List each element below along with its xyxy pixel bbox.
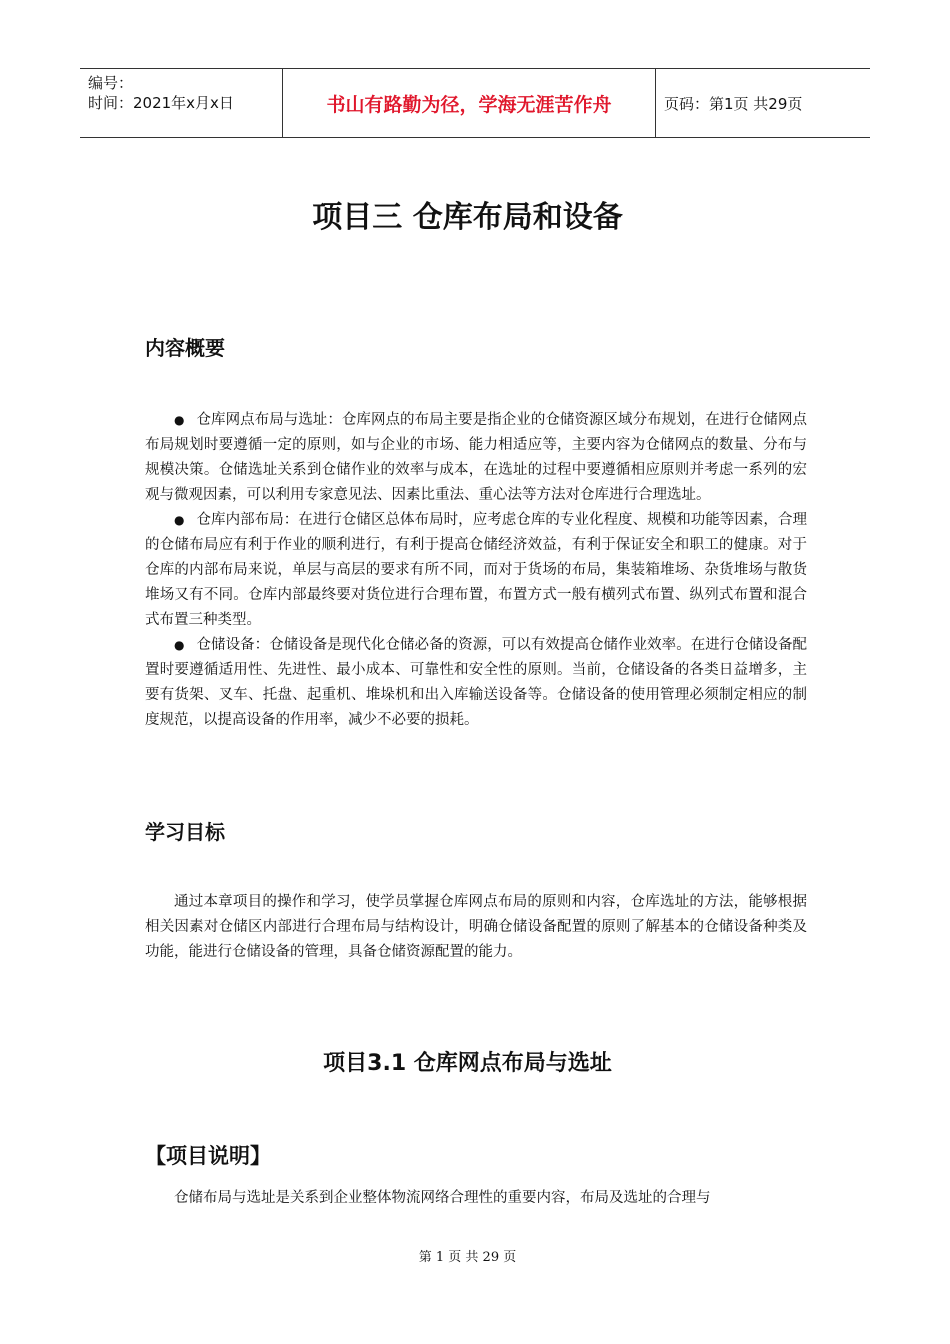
bullet-icon: ●: [174, 513, 185, 527]
section-intro-block: [145, 1186, 807, 1211]
bullet-icon: ●: [174, 413, 185, 427]
objectives-text: 通过本章项目的操作和学习，使学员掌握仓库网点布局的原则和内容，仓库选址的方法，能够根据相关因素对仓储区内部进行合理布局与结构设计，明确仓储设备配置的原则了解基本的仓储设备种类及功能，能进行仓储设备的管理，具备仓储资源配置的能力。: [145, 894, 807, 960]
summary-item: ● 仓储设备：仓储设备是现代化仓储必备的资源，可以有效提高仓储作业效率。在进行仓储设备配置时要遵循适用性、先进性、最小成本、可靠性和安全性的原则。当前，仓储设备的各类日益增多，主要有货架、叉车、托盘、起重机、堆垛机和出入库输送设备等。仓储设备的使用管理必须制定相应的制度规范，以提高设备的作用率，减少不必要的损耗。: [145, 637, 807, 728]
section-title: 项目3.1 仓库网点布局与选址: [323, 1051, 612, 1076]
header-page-info: 页码：第1页 共29页: [664, 94, 803, 113]
page-footer: 第 1 页 共 29 页: [418, 1250, 517, 1265]
section-intro: 仓储布局与选址是关系到企业整体物流网络合理性的重要内容，布局及选址的合理与: [174, 1190, 711, 1206]
summary-heading: 内容概要: [145, 336, 225, 360]
document-date: 时间：2021年x月x日: [88, 94, 234, 112]
summary-item: ● 仓库内部布局：在进行仓储区总体布局时，应考虑仓库的专业化程度、规模和功能等因素，合理的仓储布局应有利于作业的顺利进行，有利于提高仓储经济效益，有利于保证安全和职工的健康。对于仓库的内部布局来说，单层与高层的要求有所不同，而对于货场的布局，集装箱堆场、杂货堆场与散货堆场又有不同。仓库内部最终要对货位进行合理布置，布置方式一般有横列式布置、纵列式布置和混合式布置三种类型。: [145, 512, 807, 628]
document-title: 项目三 仓库布局和设备: [312, 200, 623, 235]
document-number-label: 编号：: [88, 74, 134, 92]
header-motto: 书山有路勤为径，学海无涯苦作舟: [282, 69, 656, 137]
objectives-heading: 学习目标: [145, 820, 225, 844]
page-header: [80, 68, 870, 138]
summary-list: [145, 408, 807, 733]
objectives-text-block: [145, 890, 807, 965]
project-note-heading: 【项目说明】: [145, 1144, 271, 1168]
header-meta-cell: [80, 69, 282, 137]
summary-item: ● 仓库网点布局与选址：仓库网点的布局主要是指企业的仓储资源区域分布规划，在进行仓储网点布局规划时要遵循一定的原则，如与企业的市场、能力相适应等，主要内容为仓储网点的数量、分布与规模决策。仓储选址关系到仓储作业的效率与成本，在选址的过程中要遵循相应原则并考虑一系列的宏观与微观因素，可以利用专家意见法、因素比重法、重心法等方法对仓库进行合理选址。: [145, 412, 807, 503]
bullet-icon: ●: [174, 638, 185, 652]
